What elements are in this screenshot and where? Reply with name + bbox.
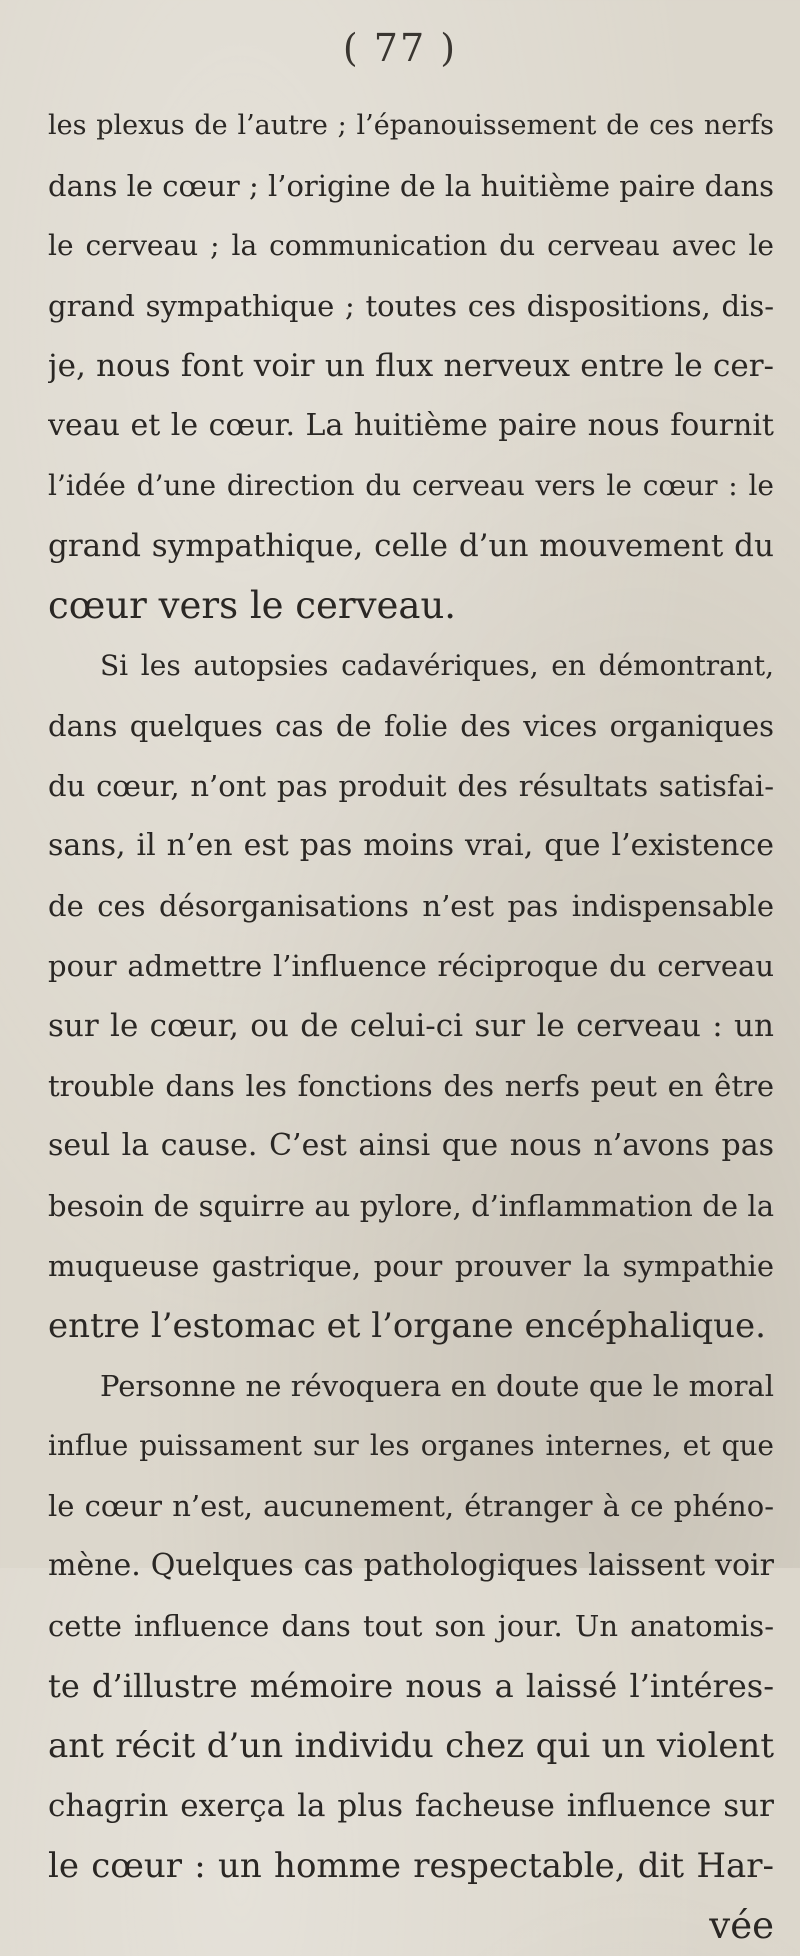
- text-line: seul la cause. C’est ainsi que nous n’avons pas: [48, 1128, 774, 1163]
- text-line: veau et le cœur. La huitième paire nous fournit: [48, 408, 774, 443]
- text-line: dans quelques cas de folie des vices organiques: [48, 709, 774, 743]
- text-line: grand sympathique ; toutes ces dispositions, dis-: [48, 289, 774, 323]
- text-line: du cœur, n’ont pas produit des résultats satisfai-: [48, 769, 774, 803]
- text-line: le cerveau ; la communication du cerveau avec le: [48, 229, 774, 262]
- paragraph-start-line: Si les autopsies cadavériques, en démontrant,: [100, 649, 774, 682]
- text-line: te d’illustre mémoire nous a laissé l’intéres-: [48, 1667, 774, 1705]
- paragraph-start-line: Personne ne révoquera en doute que le moral: [100, 1369, 774, 1403]
- text-line: sans, il n’en est pas moins vrai, que l’existence: [48, 828, 774, 863]
- text-line: dans le cœur ; l’origine de la huitième paire dans: [48, 169, 774, 203]
- text-line: entre l’estomac et l’organe encéphalique.: [48, 1306, 766, 1346]
- text-line: mène. Quelques cas pathologiques laissent voir: [48, 1548, 774, 1583]
- text-line: les plexus de l’autre ; l’épanouissement de ces nerfs: [48, 110, 774, 141]
- text-line: sur le cœur, ou de celui-ci sur le cerveau : un: [48, 1008, 774, 1044]
- text-line: muqueuse gastrique, pour prouver la sympathie: [48, 1249, 774, 1283]
- text-line: besoin de squirre au pylore, d’inflammation de la: [48, 1189, 774, 1223]
- text-line: influe puissament sur les organes internes, et que: [48, 1429, 774, 1462]
- text-line: pour admettre l’influence réciproque du cerveau: [48, 949, 774, 983]
- text-line: chagrin exerça la plus facheuse influence sur: [48, 1788, 774, 1824]
- text-line: le cœur n’est, aucunement, étranger à ce phéno-: [48, 1489, 774, 1523]
- text-line: cette influence dans tout son jour. Un anatomis-: [48, 1609, 774, 1643]
- page-number: ( 77 ): [342, 26, 458, 70]
- catchword: vée: [709, 1904, 774, 1947]
- text-line: cœur vers le cerveau.: [48, 584, 457, 627]
- text-line: je, nous font voir un flux nerveux entre le cer-: [48, 348, 774, 384]
- text-line: grand sympathique, celle d’un mouvement du: [48, 528, 774, 564]
- text-line: l’idée d’une direction du cerveau vers le cœur : le: [48, 469, 774, 502]
- text-line: le cœur : un homme respectable, dit Har-: [48, 1846, 774, 1886]
- body-text: [48, 96, 774, 1956]
- text-line: ant récit d’un individu chez qui un violent: [48, 1726, 774, 1766]
- text-line: de ces désorganisations n’est pas indispensable: [48, 889, 774, 923]
- text-line: trouble dans les fonctions des nerfs peut en être: [48, 1069, 774, 1103]
